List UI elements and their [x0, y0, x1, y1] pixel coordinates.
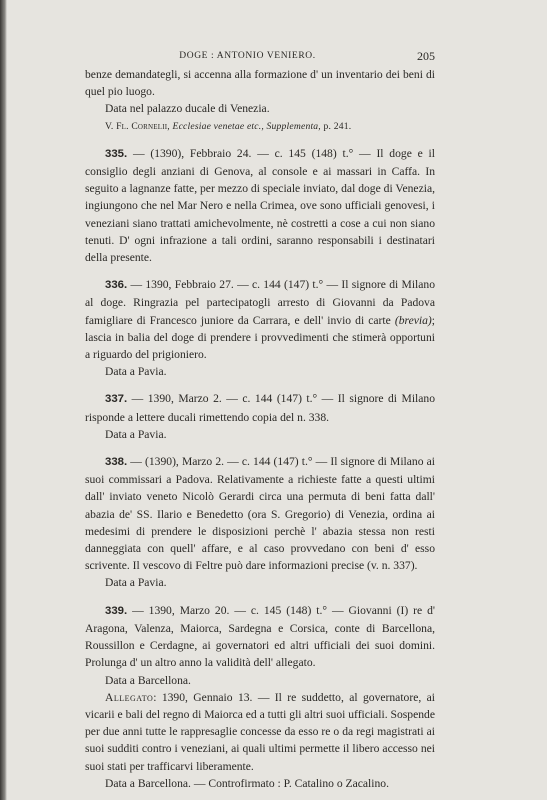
entry-336 — [85, 276, 435, 363]
entry-heading: — 1390, Marzo 20. — c. 145 (148) t.° — — [127, 603, 349, 617]
entry-number: 338. — [105, 456, 128, 469]
date-line: Data a Barcellona. — Controfirmato : P. Catalino o Zacalino. — [105, 776, 389, 790]
date-line: Data a Pavia. — [105, 576, 167, 590]
entry-text: ; lascia in balia del doge di prendere i provvedimenti che stimerà opportuni a riguardo del prigioniero. — [85, 313, 435, 362]
reference-prefix: V. — [105, 120, 114, 132]
continuation-paragraph: benze demandategli, si accenna alla formazione d' un inventario dei beni di quel pio luogo. — [85, 68, 435, 99]
allegato-paragraph — [85, 689, 435, 775]
entry-heading: — 1390, Marzo 2. — c. 144 (147) t.° — — [127, 392, 338, 406]
running-header: DOGE : ANTONIO VENIERO. — [179, 51, 316, 61]
entry-text: Il signore di Milano risponde a lettere ducali rimettendo copia del n. 338. — [85, 392, 435, 424]
entry-337 — [85, 390, 435, 425]
entry-number: 339. — [105, 604, 128, 617]
entry-338 — [85, 453, 435, 574]
reference-note — [85, 118, 435, 135]
allegato-label: Allegato — [105, 690, 154, 704]
date-line: Data a Pavia. — [105, 427, 167, 441]
reference-title: Ecclesiae venetae etc., Supplementa, — [172, 120, 321, 132]
entry-text: Il signore di Milano al doge. Ringrazia pel partecipatogli arresto di Giovanni da Padova famigliare di Francesco juniore da Carrara, e dell' invio di carte — [85, 278, 435, 327]
entry-number: 335. — [105, 147, 128, 160]
page-body — [85, 66, 435, 792]
entry-heading: — (1390), Marzo 2. — c. 144 (147) t.° — — [127, 455, 331, 469]
reference-author: Fl. Cornelii, — [116, 120, 170, 132]
allegato-text: : 1390, Gennaio 13. — Il re suddetto, al governatore, ai vicarii e bali del regno di Maiorca ed a tutti gli altri suoi ufficiali. Sospende per due anni tutte le rappresaglie concesse da esso re o da regi magistrati ai suoi sudditi contro i veneziani, ai quali ultimi permette il libero accesso nei suoi stati per trafficarvi liberamente. — [85, 690, 435, 773]
book-binding-edge — [0, 0, 7, 800]
entry-number: 336. — [105, 279, 128, 292]
entry-text: Il signore di Milano ai suoi commissari a Padova. Relativamente a richieste fatte a questi ultimi dall' inviato veneto Nicolò Gerardi circa una permuta di beni fatta dall' abazia de' SS. Ilario e Benedetto (ora S. Gregorio) di Venezia, ordina ai medesimi di prendere le disposizioni perchè l' abazia stessa non resti danneggiata con quell' affare, e al caso provvedano con beni d' esso scrivente. Il vescovo di Feltre può dare informazioni precise (v. n. 337). — [85, 455, 435, 573]
date-line: Data nel palazzo ducale di Venezia. — [105, 102, 270, 116]
entry-text-italic: (brevia) — [394, 313, 432, 327]
entry-335 — [85, 145, 435, 266]
entry-heading: — (1390), Febbraio 24. — c. 145 (148) t.° — — [127, 146, 377, 160]
reference-page: p. 241. — [323, 120, 352, 132]
entry-heading: — 1390, Febbraio 27. — c. 144 (147) t.° — — [127, 278, 342, 292]
entry-text: Giovanni (I) re d' Aragona, Valenza, Maiorca, Sardegna e Corsica, conte di Barcellona, Roussillon e Cerdagne, ai governatori ed altri ufficiali dei suoi domini. Prolunga d' un altro anno la validità dell' allegato. — [85, 603, 435, 670]
page-number: 205 — [417, 49, 435, 63]
date-line: Data a Barcellona. — [105, 673, 191, 687]
entry-339 — [85, 602, 435, 672]
date-line: Data a Pavia. — [105, 365, 167, 379]
entry-text: Il doge e il consiglio degli anziani di Genova, al console e ai massari in Caffa. In seguito a lagnanze fatte, per mezzo di speciale inviato, dal doge di Venezia, ingiungono che nel Mar Nero e nella Crimea, ove sono ufficiali genovesi, i veneziani siano trattati amichevolmente, nè costretti a cose a cui non siano tenuti. D' ogni infrazione a tali ordini, saranno responsabili i destinatari della presente. — [85, 146, 436, 265]
entry-number: 337. — [105, 393, 128, 406]
